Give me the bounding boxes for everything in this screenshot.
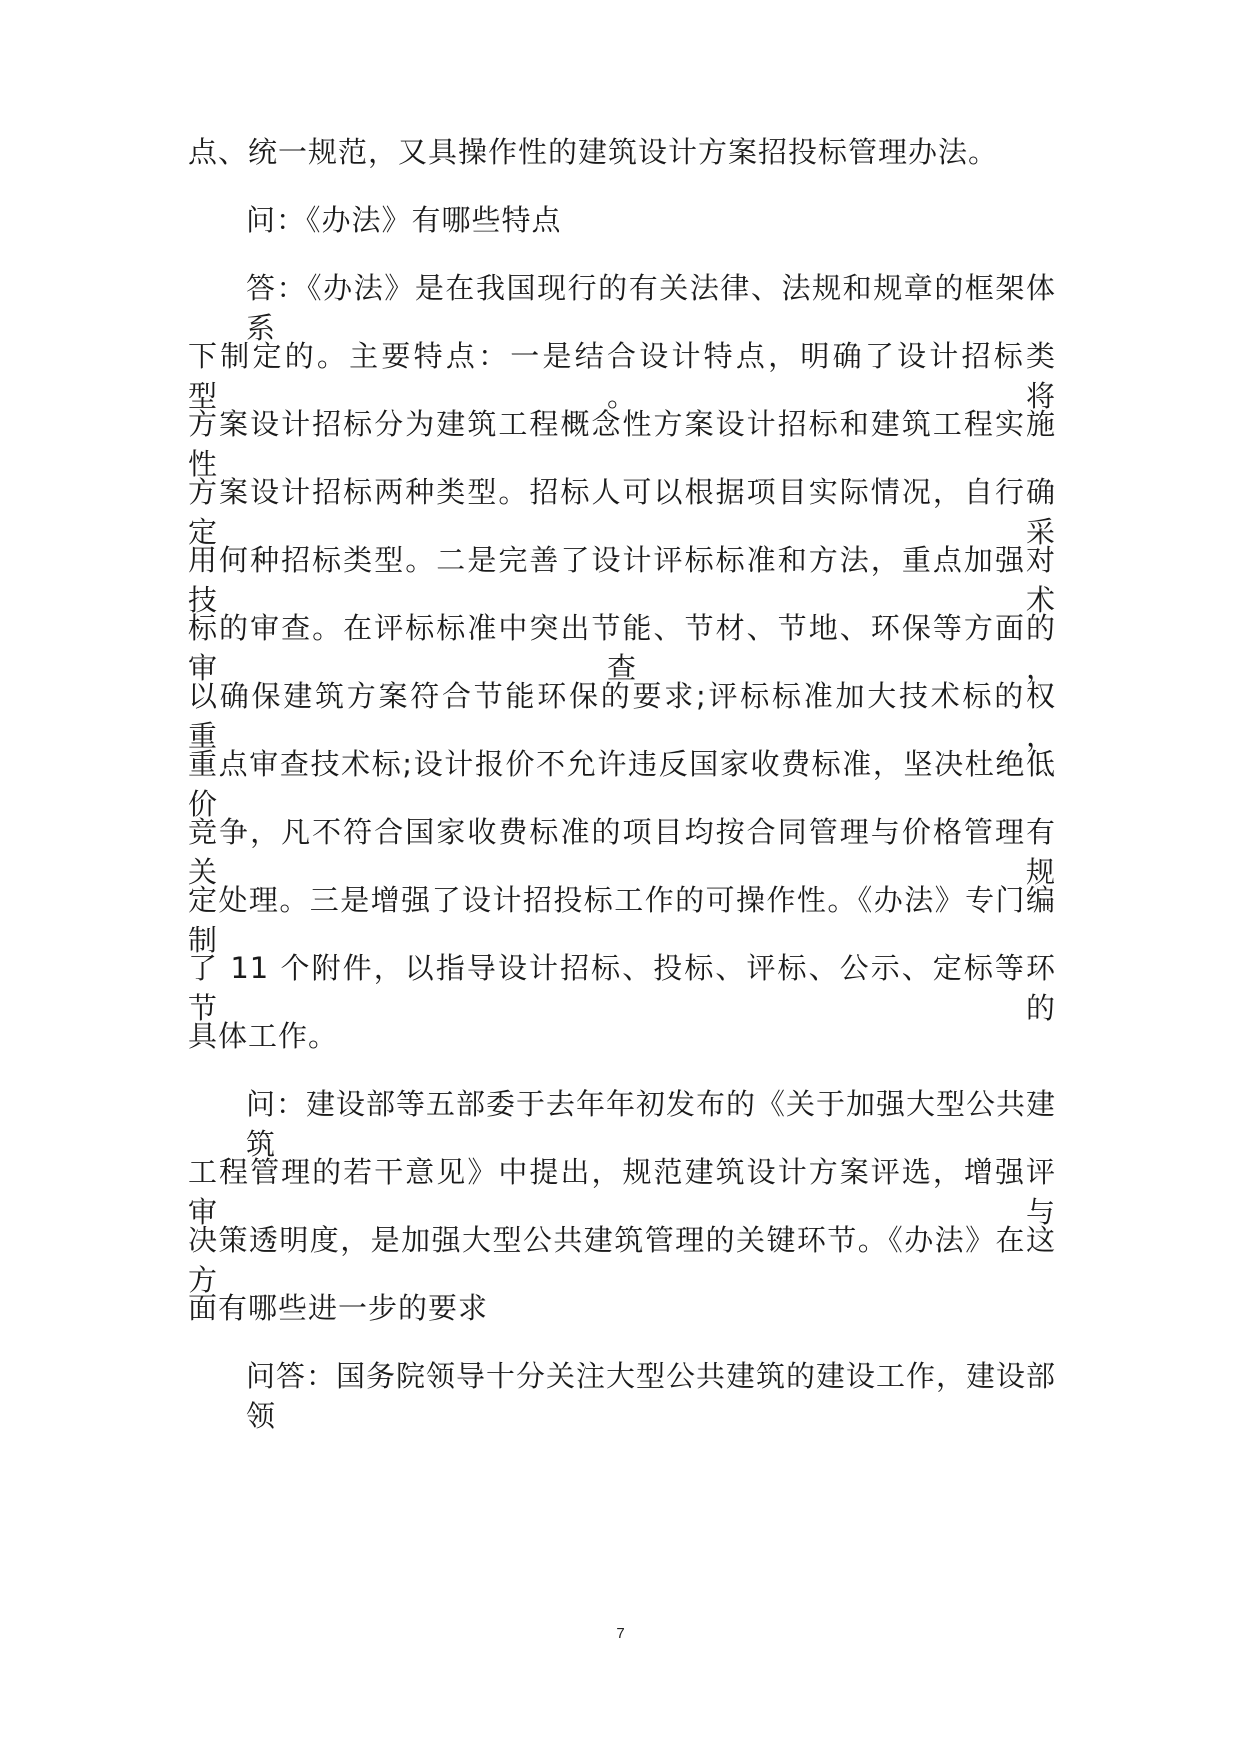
text-line: 用何种招标类型。二是完善了设计评标标准和方法，重点加强对技术 xyxy=(188,543,1056,617)
answer-line: 问答：国务院领导十分关注大型公共建筑的建设工作，建设部领 xyxy=(246,1359,1057,1433)
text-line: 以确保建筑方案符合节能环保的要求;评标标准加大技术标的权重， xyxy=(188,679,1056,753)
text-line: 了 11 个附件，以指导设计招标、投标、评标、公示、定标等环节的 xyxy=(188,951,1056,1025)
text-line: 决策透明度，是加强大型公共建筑管理的关键环节。《办法》在这方 xyxy=(188,1223,1056,1297)
text-line: 下制定的。主要特点：一是结合设计特点，明确了设计招标类型。将 xyxy=(188,339,1056,413)
text-line: 标的审查。在评标标准中突出节能、节材、节地、环保等方面的审查， xyxy=(188,611,1056,685)
page-number: 7 xyxy=(616,1625,625,1642)
text-line: 方案设计招标两种类型。招标人可以根据项目实际情况，自行确定采 xyxy=(188,475,1056,549)
text-line: 具体工作。 xyxy=(188,1019,339,1053)
question-line: 问：《办法》有哪些特点 xyxy=(246,203,562,237)
text-line: 工程管理的若干意见》中提出，规范建筑设计方案评选，增强评审与 xyxy=(188,1155,1056,1229)
text-line: 重点审查技术标;设计报价不允许违反国家收费标准，坚决杜绝低价 xyxy=(188,747,1056,821)
question-line: 问：建设部等五部委于去年年初发布的《关于加强大型公共建筑 xyxy=(246,1087,1057,1161)
text-line: 面有哪些进一步的要求 xyxy=(188,1291,489,1325)
answer-line: 答：《办法》是在我国现行的有关法律、法规和规章的框架体系 xyxy=(246,271,1056,345)
text-line: 定处理。三是增强了设计招投标工作的可操作性。《办法》专门编制 xyxy=(188,883,1056,957)
text-line: 方案设计招标分为建筑工程概念性方案设计招标和建筑工程实施性 xyxy=(188,407,1056,481)
text-line: 点、统一规范，又具操作性的建筑设计方案招投标管理办法。 xyxy=(188,135,999,169)
text-line: 竞争，凡不符合国家收费标准的项目均按合同管理与价格管理有关规 xyxy=(188,815,1056,889)
